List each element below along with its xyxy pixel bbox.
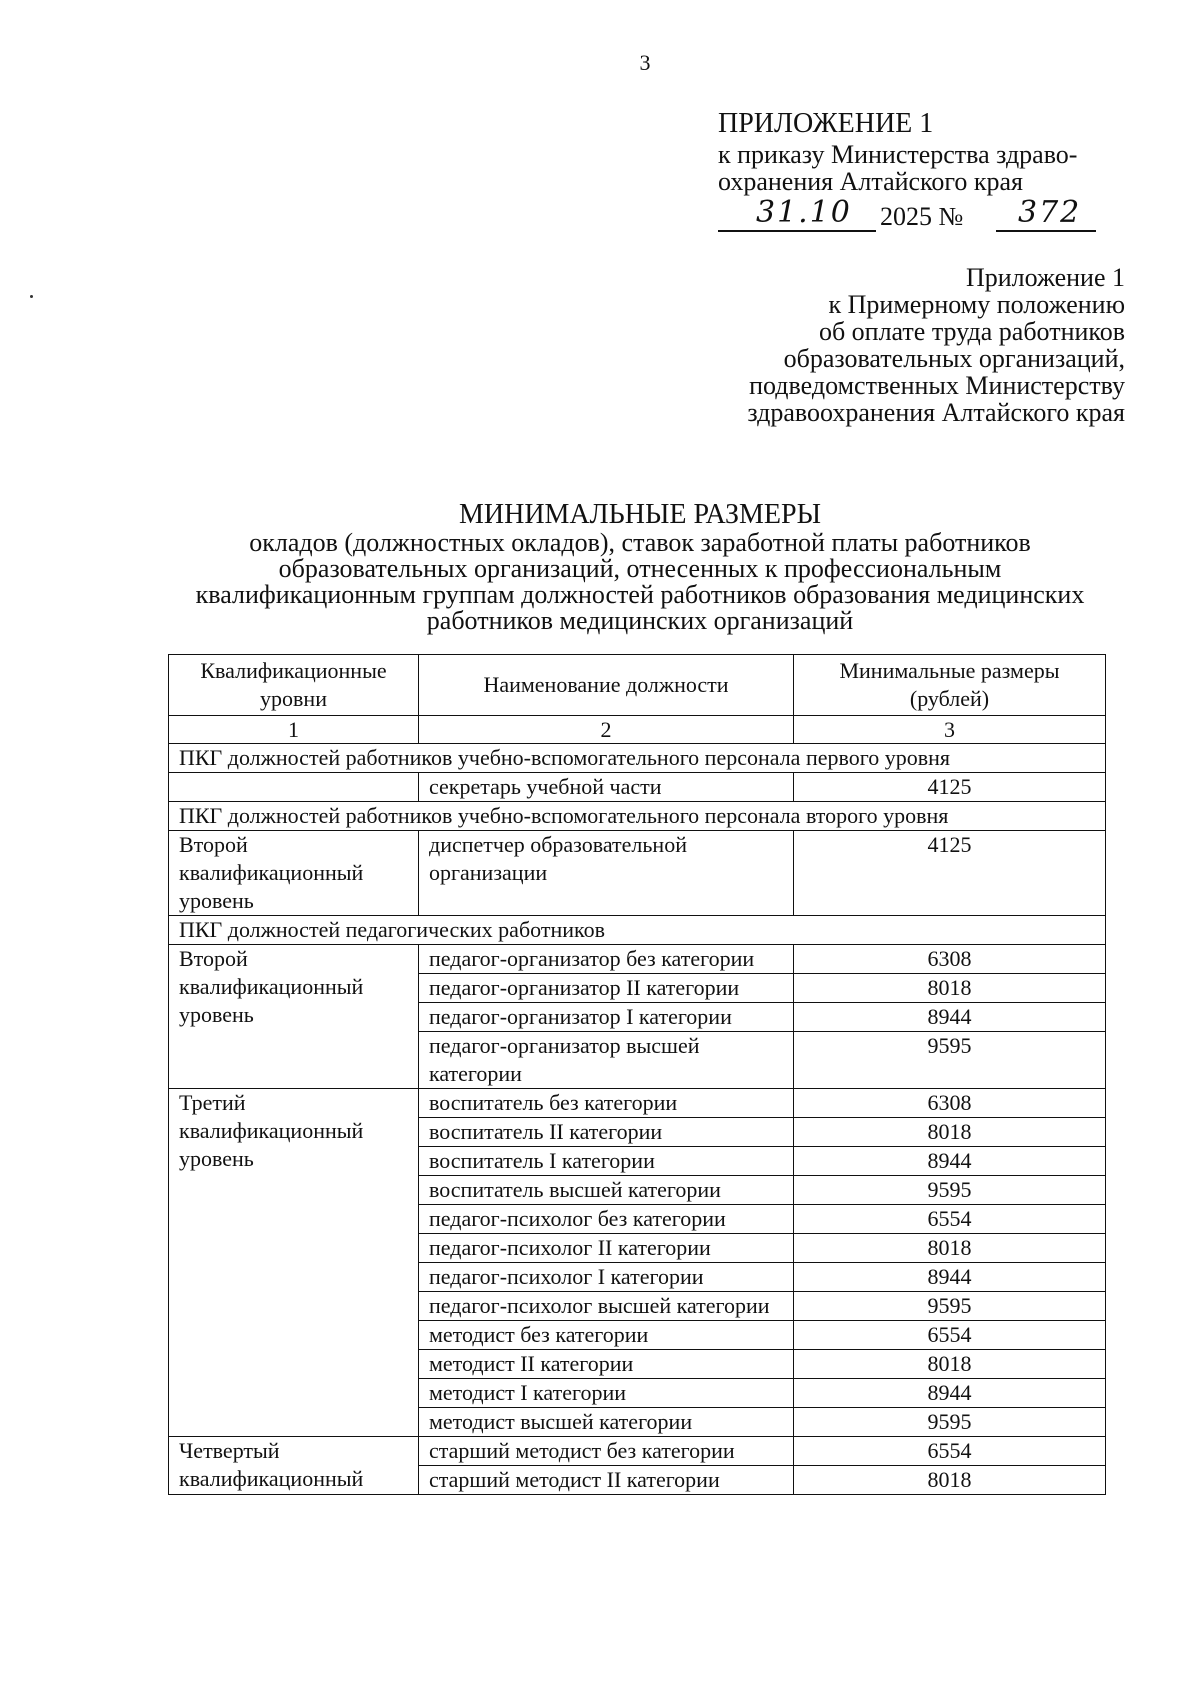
value-cell: 8944 xyxy=(794,1263,1106,1292)
table-row xyxy=(169,945,1106,974)
handwritten-date: 31.10 xyxy=(756,195,852,230)
value-cell: 8944 xyxy=(794,1379,1106,1408)
title-line-3: квалификационным группам должностей работников образования медицинских xyxy=(195,580,1085,609)
value-cell: 8018 xyxy=(794,1234,1106,1263)
sub-line-3: об оплате труда работников xyxy=(818,317,1125,346)
column-number: 1 xyxy=(169,716,419,744)
appendix-subheader xyxy=(0,264,1125,426)
title-main: МИНИМАЛЬНЫЕ РАЗМЕРЫ xyxy=(458,499,822,530)
group-row xyxy=(169,916,1106,945)
number-underline xyxy=(996,230,1096,232)
group-row xyxy=(169,744,1106,773)
position-cell: педагог-организатор высшей категории xyxy=(419,1032,794,1089)
position-cell: педагог-психолог I категории xyxy=(419,1263,794,1292)
group-row xyxy=(169,802,1106,831)
title-line-1: окладов (должностных окладов), ставок заработной платы работников xyxy=(249,528,1031,557)
position-cell: педагог-психолог II категории xyxy=(419,1234,794,1263)
table-row xyxy=(169,1437,1106,1466)
document-title xyxy=(160,500,1120,634)
table-row xyxy=(169,1089,1106,1118)
value-cell: 8018 xyxy=(794,1466,1106,1495)
position-cell: методист без категории xyxy=(419,1321,794,1350)
value-cell: 9595 xyxy=(794,1408,1106,1437)
value-cell: 8944 xyxy=(794,1003,1106,1032)
sub-line-2: к Примерному положению xyxy=(828,290,1125,319)
position-cell: методист II категории xyxy=(419,1350,794,1379)
handwritten-number: 372 xyxy=(1018,195,1082,230)
value-cell: 8018 xyxy=(794,1118,1106,1147)
column-number-row xyxy=(169,716,1106,744)
level-cell: Второй квалификационный уровень xyxy=(169,831,419,916)
level-cell: Четвертый квалификационный xyxy=(169,1437,419,1495)
value-cell: 6554 xyxy=(794,1321,1106,1350)
position-cell: педагог-психолог высшей категории xyxy=(419,1292,794,1321)
table-row xyxy=(169,773,1106,802)
title-line-2: образовательных организаций, отнесенных к профессиональным xyxy=(278,554,1002,583)
level-cell: Второй квалификационный уровень xyxy=(169,945,419,1089)
value-cell: 8018 xyxy=(794,974,1106,1003)
header-position: Наименование должности xyxy=(419,655,794,716)
value-cell: 9595 xyxy=(794,1292,1106,1321)
year-number-label: 2025 № xyxy=(880,202,964,231)
sub-line-5: подведомственных Министерству xyxy=(749,371,1125,400)
level-cell: Третий квалификационный уровень xyxy=(169,1089,419,1437)
salary-table xyxy=(168,654,1106,1495)
position-cell: секретарь учебной части xyxy=(419,773,794,802)
position-cell: методист I категории xyxy=(419,1379,794,1408)
date-underline xyxy=(718,230,876,232)
position-cell: воспитатель без категории xyxy=(419,1089,794,1118)
position-cell: педагог-организатор I категории xyxy=(419,1003,794,1032)
position-cell: воспитатель высшей категории xyxy=(419,1176,794,1205)
position-cell: педагог-психолог без категории xyxy=(419,1205,794,1234)
column-number: 2 xyxy=(419,716,794,744)
value-cell: 8018 xyxy=(794,1350,1106,1379)
group-title: ПКГ должностей работников учебно-вспомогательного персонала второго уровня xyxy=(169,802,1106,831)
header-min-size: Минимальные размеры (рублей) xyxy=(794,655,1106,716)
page-number: 3 xyxy=(639,50,651,75)
position-cell: педагог-организатор без категории xyxy=(419,945,794,974)
table-header-row xyxy=(169,655,1106,716)
sub-line-1: Приложение 1 xyxy=(965,263,1125,292)
sub-line-6: здравоохранения Алтайского края xyxy=(747,398,1125,427)
value-cell: 6308 xyxy=(794,945,1106,974)
value-cell: 6554 xyxy=(794,1437,1106,1466)
value-cell: 4125 xyxy=(794,831,1106,916)
column-number: 3 xyxy=(794,716,1106,744)
group-title: ПКГ должностей работников учебно-вспомогательного персонала первого уровня xyxy=(169,744,1106,773)
appendix-title: ПРИЛОЖЕНИЕ 1 xyxy=(718,108,934,139)
group-title: ПКГ должностей педагогических работников xyxy=(169,916,1106,945)
level-cell xyxy=(169,773,419,802)
value-cell: 4125 xyxy=(794,773,1106,802)
position-cell: методист высшей категории xyxy=(419,1408,794,1437)
position-cell: воспитатель II категории xyxy=(419,1118,794,1147)
value-cell: 6554 xyxy=(794,1205,1106,1234)
value-cell: 9595 xyxy=(794,1176,1106,1205)
position-cell: диспетчер образовательной организации xyxy=(419,831,794,916)
position-cell: педагог-организатор II категории xyxy=(419,974,794,1003)
appendix-line-1: к приказу Министерства здраво- xyxy=(718,140,1078,169)
position-cell: воспитатель I категории xyxy=(419,1147,794,1176)
sub-line-4: образовательных организаций, xyxy=(783,344,1125,373)
position-cell: старший методист II категории xyxy=(419,1466,794,1495)
value-cell: 8944 xyxy=(794,1147,1106,1176)
appendix-line-2: охранения Алтайского края xyxy=(718,167,1024,196)
order-date-number xyxy=(718,197,1138,239)
title-line-4: работников медицинских организаций xyxy=(426,606,854,635)
appendix-header xyxy=(718,110,1138,239)
value-cell: 9595 xyxy=(794,1032,1106,1089)
value-cell: 6308 xyxy=(794,1089,1106,1118)
table-row xyxy=(169,831,1106,916)
header-levels: Квалификационные уровни xyxy=(169,655,419,716)
position-cell: старший методист без категории xyxy=(419,1437,794,1466)
